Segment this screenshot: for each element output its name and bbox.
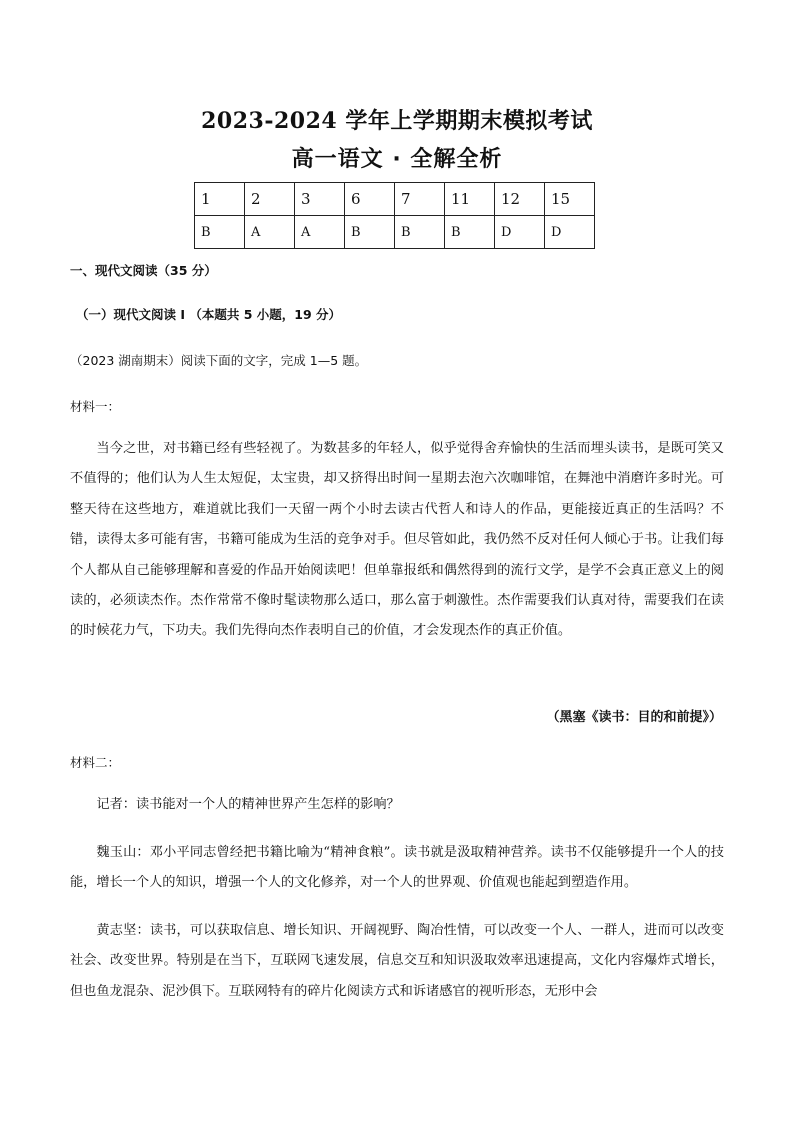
answer-table-question-row bbox=[195, 183, 595, 216]
document-subtitle: 高一语文 · 全解全析 bbox=[291, 147, 503, 172]
answer-table bbox=[194, 182, 595, 249]
question-number-cell: 2 bbox=[245, 183, 295, 216]
answer-cell: A bbox=[245, 216, 295, 249]
section-heading: 一、现代文阅读（35 分） bbox=[70, 263, 217, 278]
interview-question: 记者：读书能对一个人的精神世界产生怎样的影响？ bbox=[96, 797, 400, 812]
question-number-cell: 7 bbox=[395, 183, 445, 216]
interview-answer-wei: 魏玉山：邓小平同志曾经把书籍比喻为“精神食粮”。读书就是汲取精神营养。读书不仅能够提升一个人的技能，增长一个人的知识，增强一个人的文化修养，对一个人的世界观、价值观也能起到塑造作用。 bbox=[70, 845, 724, 891]
interview-answer-huang: 黄志坚：读书，可以获取信息、增长知识、开阔视野、陶冶性情，可以改变一个人、一群人，进而可以改变社会、改变世界。特别是在当下，互联网飞速发展，信息交互和知识汲取效率迅速提高，文化内容爆炸式增长，但也鱼龙混杂、泥沙俱下。互联网特有的碎片化阅读方式和诉诸感官的视听形态，无形中会 bbox=[70, 923, 724, 999]
answer-cell: B bbox=[345, 216, 395, 249]
material-one-label: 材料一： bbox=[70, 399, 121, 414]
answer-cell: D bbox=[545, 216, 595, 249]
question-number-cell: 15 bbox=[545, 183, 595, 216]
document-title: 2023-2024 学年上学期期末模拟考试 bbox=[201, 108, 593, 134]
material-one-text: 当今之世，对书籍已经有些轻视了。为数甚多的年轻人，似乎觉得舍弃愉快的生活而埋头读书，是既可笑又不值得的；他们认为人生太短促，太宝贵，却又挤得出时间一星期去泡六次咖啡馆，在舞池中消磨许多时光。可整天待在这些地方，难道就比我们一天留一两个小时去读古代哲人和诗人的作品，更能接近真正的生活吗？不错，读得太多可能有害，书籍可能成为生活的竞争对手。但尽管如此，我仍然不反对任何人倾心于书。让我们每个人都从自己能够理解和喜爱的作品开始阅读吧！但单靠报纸和偶然得到的流行文学，是学不会真正意义上的阅读的，必须读杰作。杰作常常不像时髦读物那么适口，那么富于刺激性。杰作需要我们认真对待，需要我们在读的时候花力气，下功夫。我们先得向杰作表明自己的价值，才会发现杰作的真正价值。 bbox=[70, 441, 724, 639]
question-number-cell: 1 bbox=[195, 183, 245, 216]
question-number-cell: 12 bbox=[495, 183, 545, 216]
answer-cell: B bbox=[195, 216, 245, 249]
answer-cell: B bbox=[395, 216, 445, 249]
answer-cell: A bbox=[295, 216, 345, 249]
question-number-cell: 3 bbox=[295, 183, 345, 216]
answer-cell: B bbox=[445, 216, 495, 249]
material-two-label: 材料二： bbox=[70, 755, 121, 770]
material-one-citation: （黑塞《读书：目的和前提》） bbox=[546, 710, 722, 725]
answer-cell: D bbox=[495, 216, 545, 249]
question-number-cell: 6 bbox=[345, 183, 395, 216]
question-number-cell: 11 bbox=[445, 183, 495, 216]
answer-table-answer-row bbox=[195, 216, 595, 249]
reading-instruction: （2023 湖南期末）阅读下面的文字，完成 1—5 题。 bbox=[70, 353, 368, 368]
subsection-heading: （一）现代文阅读 I （本题共 5 小题，19 分） bbox=[76, 307, 342, 322]
